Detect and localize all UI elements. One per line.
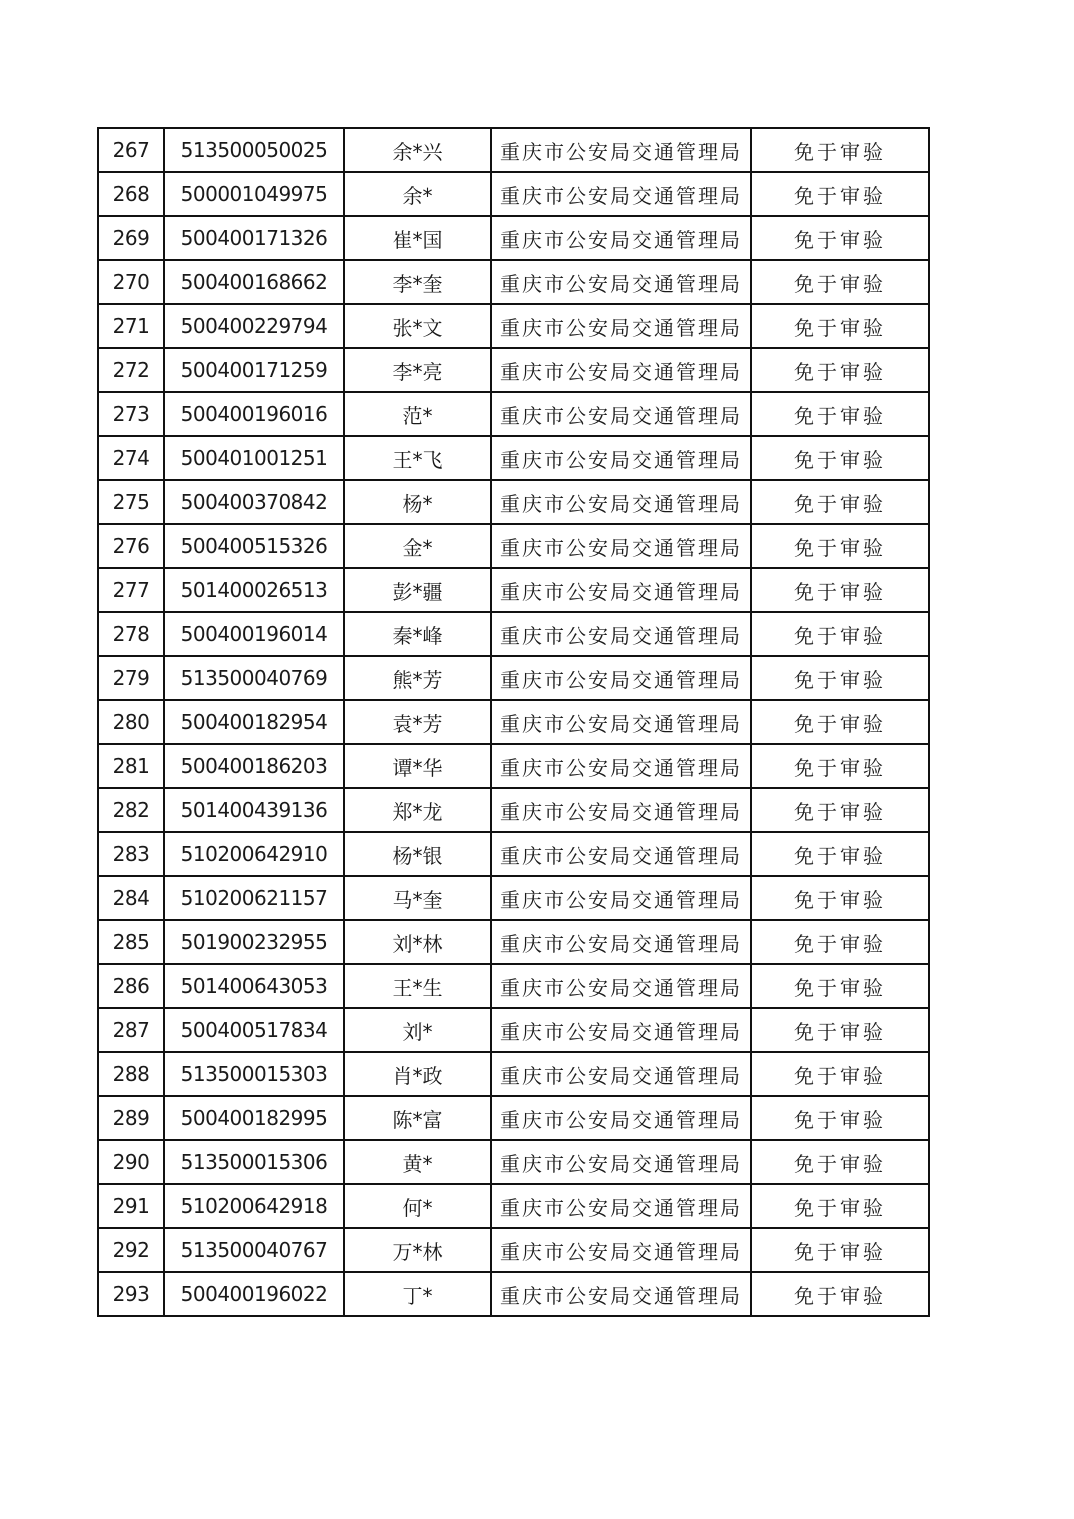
table-row: [98, 348, 929, 392]
review-status: 免于审验: [751, 1008, 929, 1052]
license-number: 500400171259: [164, 348, 344, 392]
issuing-authority: 重庆市公安局交通管理局: [491, 832, 751, 876]
review-status: 免于审验: [751, 656, 929, 700]
license-number: 500400229794: [164, 304, 344, 348]
row-number: 273: [98, 392, 164, 436]
row-number: 269: [98, 216, 164, 260]
table-row: [98, 656, 929, 700]
table-row: [98, 1052, 929, 1096]
person-name: 金*: [344, 524, 491, 568]
issuing-authority: 重庆市公安局交通管理局: [491, 392, 751, 436]
person-name: 熊*芳: [344, 656, 491, 700]
row-number: 281: [98, 744, 164, 788]
issuing-authority: 重庆市公安局交通管理局: [491, 128, 751, 172]
review-status: 免于审验: [751, 700, 929, 744]
row-number: 268: [98, 172, 164, 216]
issuing-authority: 重庆市公安局交通管理局: [491, 1140, 751, 1184]
person-name: 谭*华: [344, 744, 491, 788]
row-number: 290: [98, 1140, 164, 1184]
license-number: 500400517834: [164, 1008, 344, 1052]
table-row: [98, 612, 929, 656]
issuing-authority: 重庆市公安局交通管理局: [491, 524, 751, 568]
row-number: 274: [98, 436, 164, 480]
person-name: 王*生: [344, 964, 491, 1008]
license-number: 500400370842: [164, 480, 344, 524]
table-row: [98, 260, 929, 304]
table-row: [98, 216, 929, 260]
person-name: 李*亮: [344, 348, 491, 392]
license-number: 513500040767: [164, 1228, 344, 1272]
license-number: 500400196014: [164, 612, 344, 656]
issuing-authority: 重庆市公安局交通管理局: [491, 1052, 751, 1096]
license-number: 500400196022: [164, 1272, 344, 1316]
row-number: 288: [98, 1052, 164, 1096]
issuing-authority: 重庆市公安局交通管理局: [491, 1096, 751, 1140]
row-number: 276: [98, 524, 164, 568]
issuing-authority: 重庆市公安局交通管理局: [491, 788, 751, 832]
review-status: 免于审验: [751, 216, 929, 260]
person-name: 秦*峰: [344, 612, 491, 656]
person-name: 黄*: [344, 1140, 491, 1184]
license-number: 500400171326: [164, 216, 344, 260]
row-number: 291: [98, 1184, 164, 1228]
person-name: 丁*: [344, 1272, 491, 1316]
person-name: 郑*龙: [344, 788, 491, 832]
issuing-authority: 重庆市公安局交通管理局: [491, 480, 751, 524]
person-name: 张*文: [344, 304, 491, 348]
license-number: 501400026513: [164, 568, 344, 612]
person-name: 李*奎: [344, 260, 491, 304]
table-row: [98, 172, 929, 216]
license-number: 501900232955: [164, 920, 344, 964]
table-row: [98, 568, 929, 612]
license-number: 500400168662: [164, 260, 344, 304]
table-row: [98, 128, 929, 172]
issuing-authority: 重庆市公安局交通管理局: [491, 304, 751, 348]
person-name: 杨*银: [344, 832, 491, 876]
row-number: 272: [98, 348, 164, 392]
review-status: 免于审验: [751, 480, 929, 524]
person-name: 余*兴: [344, 128, 491, 172]
license-number: 500400186203: [164, 744, 344, 788]
issuing-authority: 重庆市公安局交通管理局: [491, 1272, 751, 1316]
table-row: [98, 1096, 929, 1140]
person-name: 刘*林: [344, 920, 491, 964]
person-name: 陈*富: [344, 1096, 491, 1140]
table-row: [98, 436, 929, 480]
row-number: 285: [98, 920, 164, 964]
license-number: 510200642910: [164, 832, 344, 876]
table-row: [98, 392, 929, 436]
row-number: 286: [98, 964, 164, 1008]
table-row: [98, 524, 929, 568]
issuing-authority: 重庆市公安局交通管理局: [491, 920, 751, 964]
review-status: 免于审验: [751, 436, 929, 480]
license-number: 500400182995: [164, 1096, 344, 1140]
issuing-authority: 重庆市公安局交通管理局: [491, 1228, 751, 1272]
person-name: 范*: [344, 392, 491, 436]
table-row: [98, 744, 929, 788]
row-number: 271: [98, 304, 164, 348]
person-name: 余*: [344, 172, 491, 216]
issuing-authority: 重庆市公安局交通管理局: [491, 436, 751, 480]
row-number: 282: [98, 788, 164, 832]
table-row: [98, 480, 929, 524]
review-status: 免于审验: [751, 1052, 929, 1096]
issuing-authority: 重庆市公安局交通管理局: [491, 700, 751, 744]
table-row: [98, 1140, 929, 1184]
review-status: 免于审验: [751, 788, 929, 832]
issuing-authority: 重庆市公安局交通管理局: [491, 876, 751, 920]
license-number: 501400643053: [164, 964, 344, 1008]
review-status: 免于审验: [751, 260, 929, 304]
person-name: 马*奎: [344, 876, 491, 920]
table-row: [98, 1008, 929, 1052]
person-name: 肖*政: [344, 1052, 491, 1096]
license-number: 500400196016: [164, 392, 344, 436]
issuing-authority: 重庆市公安局交通管理局: [491, 964, 751, 1008]
person-name: 何*: [344, 1184, 491, 1228]
license-number: 513500040769: [164, 656, 344, 700]
license-number: 510200642918: [164, 1184, 344, 1228]
license-number: 500400182954: [164, 700, 344, 744]
row-number: 277: [98, 568, 164, 612]
review-status: 免于审验: [751, 1140, 929, 1184]
license-number: 500001049975: [164, 172, 344, 216]
review-status: 免于审验: [751, 832, 929, 876]
row-number: 279: [98, 656, 164, 700]
issuing-authority: 重庆市公安局交通管理局: [491, 260, 751, 304]
row-number: 284: [98, 876, 164, 920]
issuing-authority: 重庆市公安局交通管理局: [491, 216, 751, 260]
exemption-roster-table: [97, 127, 930, 1317]
row-number: 270: [98, 260, 164, 304]
table-row: [98, 700, 929, 744]
row-number: 275: [98, 480, 164, 524]
person-name: 袁*芳: [344, 700, 491, 744]
license-number: 500401001251: [164, 436, 344, 480]
table-row: [98, 876, 929, 920]
review-status: 免于审验: [751, 1184, 929, 1228]
review-status: 免于审验: [751, 172, 929, 216]
table-row: [98, 832, 929, 876]
table-row: [98, 304, 929, 348]
issuing-authority: 重庆市公安局交通管理局: [491, 1008, 751, 1052]
person-name: 杨*: [344, 480, 491, 524]
license-number: 513500050025: [164, 128, 344, 172]
issuing-authority: 重庆市公安局交通管理局: [491, 172, 751, 216]
review-status: 免于审验: [751, 1228, 929, 1272]
issuing-authority: 重庆市公安局交通管理局: [491, 656, 751, 700]
issuing-authority: 重庆市公安局交通管理局: [491, 1184, 751, 1228]
row-number: 292: [98, 1228, 164, 1272]
license-number: 500400515326: [164, 524, 344, 568]
issuing-authority: 重庆市公安局交通管理局: [491, 744, 751, 788]
table-row: [98, 1272, 929, 1316]
review-status: 免于审验: [751, 1096, 929, 1140]
review-status: 免于审验: [751, 612, 929, 656]
row-number: 283: [98, 832, 164, 876]
row-number: 289: [98, 1096, 164, 1140]
roster-table-body: [98, 128, 929, 1316]
row-number: 280: [98, 700, 164, 744]
review-status: 免于审验: [751, 348, 929, 392]
table-row: [98, 964, 929, 1008]
issuing-authority: 重庆市公安局交通管理局: [491, 348, 751, 392]
license-number: 510200621157: [164, 876, 344, 920]
row-number: 278: [98, 612, 164, 656]
review-status: 免于审验: [751, 392, 929, 436]
row-number: 267: [98, 128, 164, 172]
table-row: [98, 1228, 929, 1272]
review-status: 免于审验: [751, 876, 929, 920]
issuing-authority: 重庆市公安局交通管理局: [491, 568, 751, 612]
person-name: 万*林: [344, 1228, 491, 1272]
review-status: 免于审验: [751, 524, 929, 568]
person-name: 彭*疆: [344, 568, 491, 612]
license-number: 501400439136: [164, 788, 344, 832]
person-name: 王*飞: [344, 436, 491, 480]
license-number: 513500015306: [164, 1140, 344, 1184]
row-number: 287: [98, 1008, 164, 1052]
review-status: 免于审验: [751, 744, 929, 788]
review-status: 免于审验: [751, 964, 929, 1008]
table-row: [98, 1184, 929, 1228]
row-number: 293: [98, 1272, 164, 1316]
person-name: 崔*国: [344, 216, 491, 260]
issuing-authority: 重庆市公安局交通管理局: [491, 612, 751, 656]
review-status: 免于审验: [751, 920, 929, 964]
license-number: 513500015303: [164, 1052, 344, 1096]
table-row: [98, 788, 929, 832]
review-status: 免于审验: [751, 128, 929, 172]
review-status: 免于审验: [751, 304, 929, 348]
review-status: 免于审验: [751, 568, 929, 612]
person-name: 刘*: [344, 1008, 491, 1052]
review-status: 免于审验: [751, 1272, 929, 1316]
table-row: [98, 920, 929, 964]
